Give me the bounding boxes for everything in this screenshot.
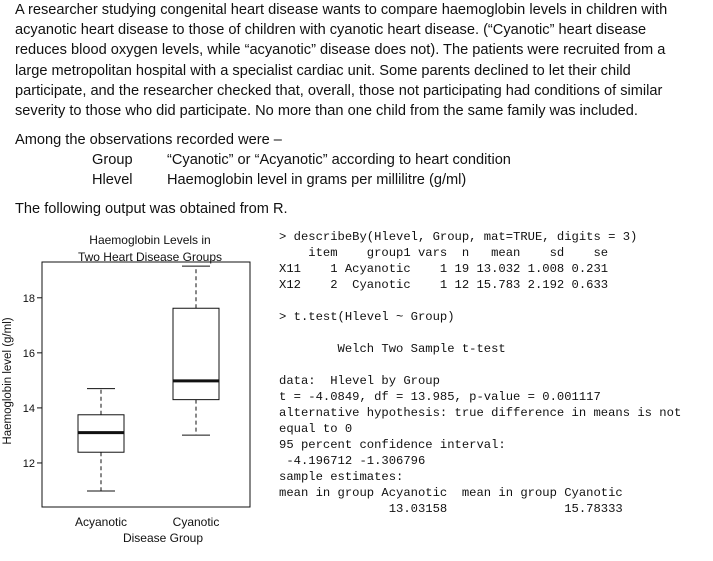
r-command-line: > t.test(Hlevel ~ Group) xyxy=(279,310,455,324)
r-table-header: item group1 vars n mean sd se xyxy=(279,246,609,260)
observations-heading: Among the observations recorded were – xyxy=(15,132,282,148)
y-tick-label: 14 xyxy=(22,402,35,415)
chart-title-line: Haemoglobin Levels in xyxy=(89,233,211,247)
iqr-box-cyanotic xyxy=(173,308,219,399)
r-output-line: sample estimates: xyxy=(279,470,404,484)
r-test-title: Welch Two Sample t-test xyxy=(279,342,506,356)
intro-line: A researcher studying congenital heart disease wants to compare haemoglobin levels in children with xyxy=(15,2,668,18)
chart-title-line: Two Heart Disease Groups xyxy=(77,250,223,264)
variable-description: Haemoglobin level in grams per millilitre (g/ml) xyxy=(167,172,467,188)
r-output-line: alternative hypothesis: true difference in means is not xyxy=(279,406,682,420)
x-axis-label: Disease Group xyxy=(122,531,204,545)
intro-line: reduces blood oxygen levels, while “acyanotic” disease does not). The patients were recruited from a xyxy=(15,42,666,59)
y-tick-label: 18 xyxy=(22,292,35,305)
r-output-line: equal to 0 xyxy=(279,422,353,436)
intro-line: large metropolitan hospital with a specialist cardiac unit. Some parents declined to let their child xyxy=(15,62,631,79)
r-output-intro: The following output was obtained from R. xyxy=(15,201,288,217)
variable-name: Group xyxy=(92,152,133,168)
r-output-line: 95 percent confidence interval: xyxy=(279,438,506,452)
y-tick-label: 12 xyxy=(22,457,35,470)
r-output-line: -4.196712 -1.306796 xyxy=(279,454,426,468)
r-table-row: X12 2 Cyanotic 1 12 15.783 2.192 0.633 xyxy=(279,278,609,292)
x-tick-label: Acyanotic xyxy=(74,515,128,529)
x-tick-label: Cyanotic xyxy=(172,515,220,529)
intro-line: severity to those who did participate. No more than one child from the same family was included. xyxy=(15,103,638,120)
y-axis-label: Haemoglobin level (g/ml) xyxy=(2,317,14,445)
r-output-line: data: Hlevel by Group xyxy=(279,374,440,388)
r-output-line: t = -4.0849, df = 13.985, p-value = 0.001117 xyxy=(279,390,601,404)
r-table-row: X11 1 Acyanotic 1 19 13.032 1.008 0.231 xyxy=(279,262,609,276)
y-tick-label: 16 xyxy=(22,347,35,360)
variable-name: Hlevel xyxy=(92,172,133,188)
intro-line: participate, and the researcher checked that, overall, those not participating had conditions of similar xyxy=(15,82,663,99)
r-output-line: mean in group Acyanotic mean in group Cyanotic xyxy=(279,486,623,500)
intro-line: acyanotic heart disease to those of children with cyanotic heart disease. (“Cyanotic” heart disease xyxy=(15,22,647,39)
r-output-line: 13.03158 15.78333 xyxy=(279,502,623,516)
variable-description: “Cyanotic” or “Acyanotic” according to heart condition xyxy=(167,152,511,168)
r-command-line: > describeBy(Hlevel, Group, mat=TRUE, digits = 3) xyxy=(279,230,638,244)
